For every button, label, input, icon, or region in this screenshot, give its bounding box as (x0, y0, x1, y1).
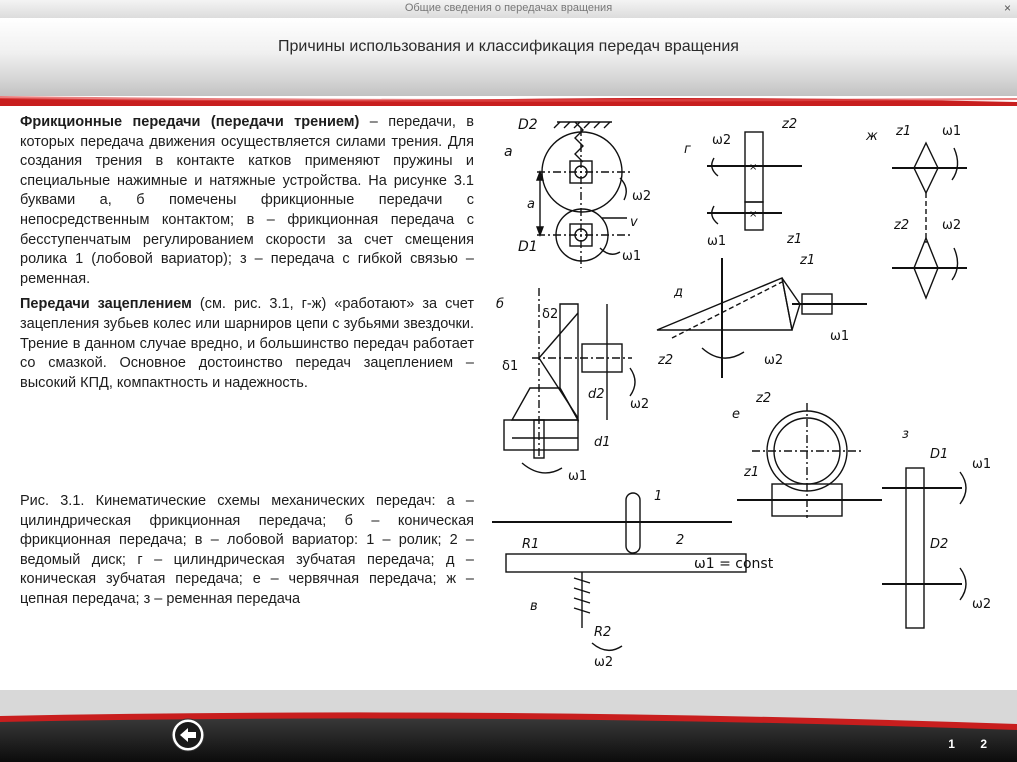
label-z-D2: D2 (930, 537, 949, 552)
back-button[interactable] (171, 718, 205, 752)
arrow-left-icon (171, 718, 205, 752)
page-navigation (926, 737, 987, 751)
label-roller-1: 1 (654, 489, 663, 504)
page-link-1[interactable]: 1 (948, 737, 955, 751)
page-title: Причины использования и классификация передач вращения (278, 38, 739, 55)
diagram-g (684, 117, 802, 249)
label-d1: d1 (594, 435, 611, 450)
label-g-z1: z1 (787, 232, 803, 247)
label-zh: ж (866, 129, 878, 144)
label-zh-w1: ω1 (942, 124, 962, 139)
label-g: г (684, 142, 691, 157)
red-divider (0, 96, 1017, 106)
label-e: е (732, 407, 740, 422)
label-z-w2: ω2 (972, 597, 992, 612)
friction-paragraph (20, 113, 474, 289)
svg-text:×: × (749, 162, 758, 173)
label-z: з (902, 427, 909, 442)
label-a: а (504, 144, 513, 160)
label-b-w2: ω2 (630, 397, 650, 412)
close-icon[interactable]: × (1003, 1, 1011, 15)
label-g-w2: ω2 (712, 133, 732, 148)
label-d-w2: ω2 (764, 353, 784, 368)
label-D1: D1 (518, 239, 538, 255)
description-text (20, 113, 474, 399)
svg-text:×: × (749, 209, 758, 220)
friction-text: – передачи, в которых передача движения осуществляется силами трения. Для создания трения в контакте катков применяют пружины и специальные нажимные и натяжные устройства. На рисунке 3.1 буквами а, б помечены фрикционные передачи с непосредственным контактом; в – фрикционная передача с бесступенчатым регулированием скорости за счет смещения ролика 1 (лобовой вариатор); з – передача с гибкой связью – ременная. (20, 114, 474, 287)
friction-heading: Фрикционные передачи (передачи трением) (20, 114, 360, 130)
diagram-b (496, 288, 649, 484)
label-delta2: δ2 (542, 307, 559, 322)
diagram-d (657, 253, 867, 378)
label-R1: R1 (522, 537, 540, 552)
label-g-z2: z2 (782, 117, 798, 132)
label-delta1: δ1 (502, 359, 519, 374)
label-R2: R2 (594, 625, 612, 640)
figure-caption: Рис. 3.1. Кинематические схемы механических передач: а – цилиндрическая фрикционная передача; б – коническая фрикционная передача; в – лобовой вариатор: 1 – ролик; 2 – ведомый диск; г – цилиндрическая зубчатая передача; д – коническая зубчатая передача; е – червячная передача; ж – цепная передача; з – ременная передача (20, 493, 474, 607)
diagram-a (504, 117, 651, 268)
mesh-heading: Передачи зацеплением (20, 296, 192, 313)
label-zh-z1: z1 (896, 124, 912, 139)
diagram-e (732, 391, 882, 518)
label-e-z1: z1 (744, 465, 760, 480)
diagram-zh (865, 124, 967, 298)
label-d2: d2 (588, 387, 605, 402)
label-zh-z2: z2 (894, 218, 910, 233)
page-link-2[interactable]: 2 (980, 737, 987, 751)
window-titlebar (0, 0, 1017, 19)
label-v: v (630, 215, 638, 230)
label-d: д (674, 285, 683, 300)
diagram-v (492, 489, 774, 670)
kinematic-diagrams (482, 108, 1017, 690)
label-b: б (496, 297, 505, 312)
label-e-z2: z2 (756, 391, 772, 406)
label-a-dim: a (527, 197, 535, 212)
label-v-variator: в (530, 599, 538, 614)
header (0, 18, 1017, 96)
window-title: Общие сведения о передачах вращения (404, 2, 613, 14)
mesh-paragraph (20, 295, 474, 393)
mesh-text: (см. рис. 3.1, г-ж) «работают» за счет зацепления зубьев колес или шарниров цепи с зубьями звездочки. Трение в данном случае вредно, и большинство передач работает со смазкой. Основное достоинство передач зацеплением – высокий КПД, компактность и надежность. (20, 296, 474, 391)
label-z-w1: ω1 (972, 457, 992, 472)
label-g-w1: ω1 (707, 234, 727, 249)
label-a-w1: ω1 (622, 249, 642, 264)
diagram-z (882, 427, 991, 628)
label-v-w2: ω2 (594, 655, 614, 670)
label-a-w2: ω2 (632, 189, 652, 204)
label-w1-const: ω1 = const (694, 556, 774, 572)
label-b-w1: ω1 (568, 469, 588, 484)
label-d-z1: z1 (800, 253, 816, 268)
footer-bar (0, 690, 1017, 762)
label-zh-w2: ω2 (942, 218, 962, 233)
label-d-w1: ω1 (830, 329, 850, 344)
label-z-D1: D1 (930, 447, 949, 462)
label-disk-2: 2 (676, 533, 685, 548)
label-d-z2: z2 (658, 353, 674, 368)
label-D2: D2 (518, 117, 538, 133)
